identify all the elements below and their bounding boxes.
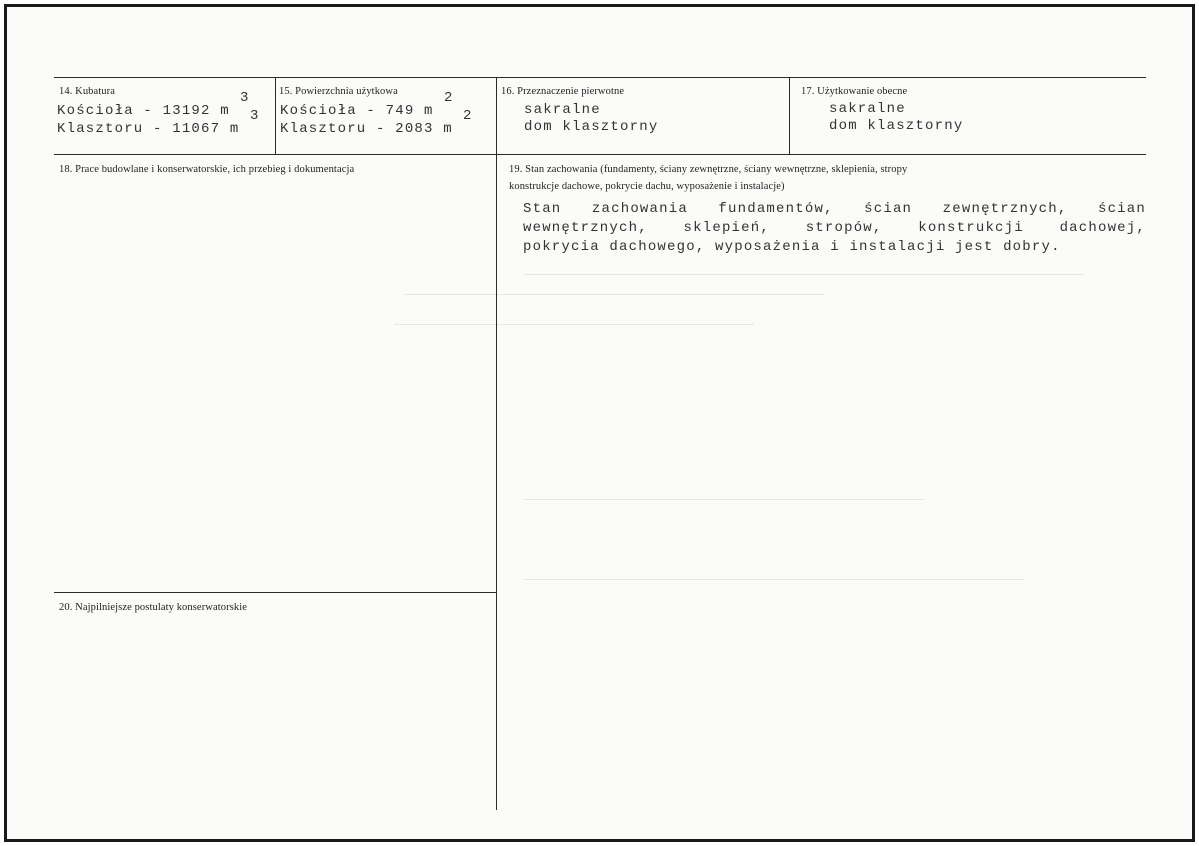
field-17-label: 17. Użytkowanie obecne (801, 86, 908, 97)
bleed-through-line (404, 294, 824, 295)
divider-14-15 (275, 77, 276, 154)
field-15-church-unit-sup: 2 (444, 90, 453, 106)
main-divider (496, 77, 497, 810)
row1-bottom-rule (54, 154, 1146, 155)
bleed-through-line (524, 579, 1024, 580)
field-14-church-unit-sup: 3 (240, 90, 249, 106)
field-20-label: 20. Najpilniejsze postulaty konserwatorskie (59, 602, 248, 613)
field-19-label-line-2: konstrukcje dachowe, pokrycie dachu, wyposażenie i instalacje) (509, 181, 785, 192)
field-14-monastery-unit-sup: 3 (250, 108, 259, 124)
field-15-monastery-unit-sup: 2 (463, 108, 472, 124)
bleed-through-line (394, 324, 754, 325)
field-16-label: 16. Przeznaczenie pierwotne (501, 86, 625, 97)
top-rule (54, 77, 1146, 78)
field-19-label-line-1: 19. Stan zachowania (fundamenty, ściany zewnętrzne, ściany wewnętrzne, sklepienia, stropy (509, 164, 908, 175)
field-14-label: 14. Kubatura (59, 86, 116, 97)
f18-bottom-rule (54, 592, 496, 593)
field-16-value-2: dom klasztorny (524, 119, 659, 135)
field-19-text-line-1: Stan zachowania fundamentów, ścian zewnętrznych, ścian (523, 201, 1146, 217)
divider-16-17 (789, 77, 790, 154)
field-19-text-line-3: pokrycia dachowego, wyposażenia i instalacji jest dobry. (523, 239, 1061, 255)
field-14-church-volume: Kościoła - 13192 m (57, 103, 230, 119)
bleed-through-line (524, 274, 1084, 275)
field-15-church-area: Kościoła - 749 m (280, 103, 434, 119)
form-sheet (4, 4, 1195, 842)
field-17-value-2: dom klasztorny (829, 118, 964, 134)
field-16-value-1: sakralne (524, 102, 601, 118)
field-15-monastery-area: Klasztoru - 2083 m (280, 121, 453, 137)
bleed-through-line (524, 499, 924, 500)
field-15-label: 15. Powierzchnia użytkowa (279, 86, 398, 97)
field-14-monastery-volume: Klasztoru - 11067 m (57, 121, 240, 137)
field-19-condition-text (523, 200, 1146, 257)
field-19-text-line-2: wewnętrznych, sklepień, stropów, konstrukcji dachowej, (523, 220, 1146, 236)
field-18-label: 18. Prace budowlane i konserwatorskie, ich przebieg i dokumentacja (59, 164, 355, 175)
field-17-value-1: sakralne (829, 101, 906, 117)
